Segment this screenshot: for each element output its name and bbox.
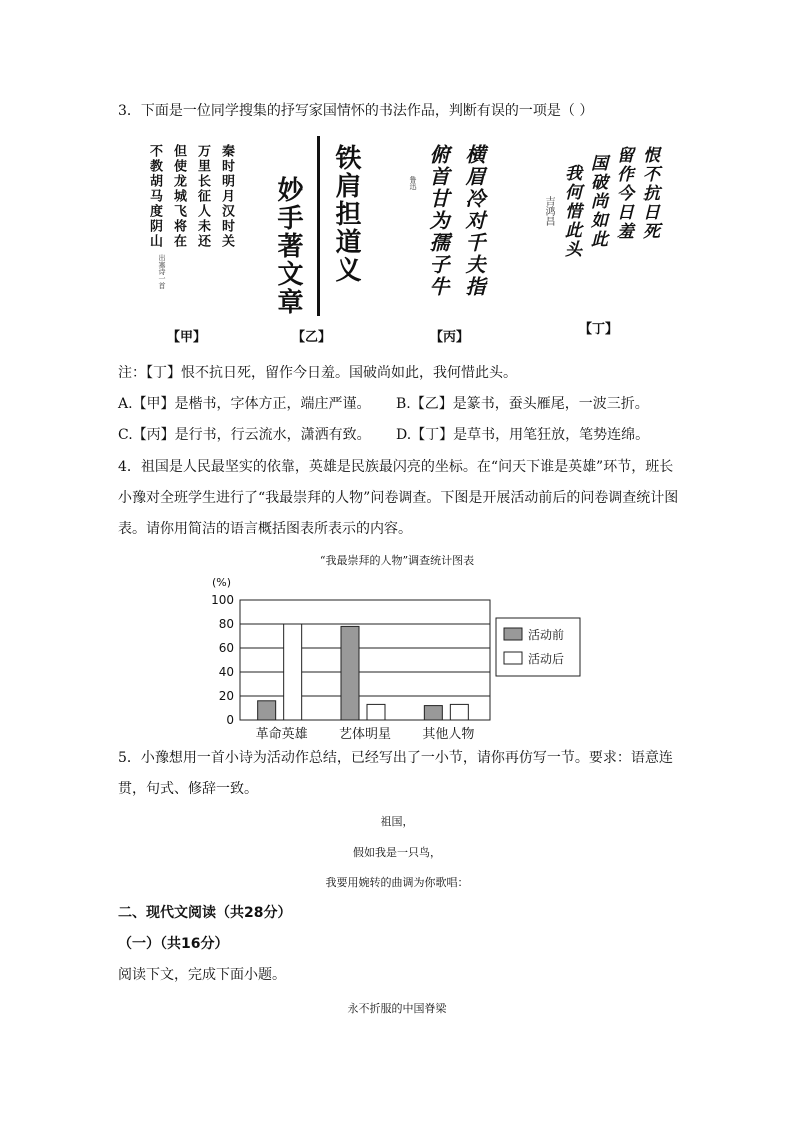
plot-frame bbox=[240, 600, 490, 720]
section-2-title: 二、现代文阅读（共28分） bbox=[118, 905, 292, 921]
calligraphy-bing bbox=[402, 136, 507, 346]
jia-label: 【甲】 bbox=[167, 330, 207, 345]
bing-signature: 鲁迅 bbox=[409, 176, 417, 190]
bar-after bbox=[367, 704, 385, 720]
yi-label: 【乙】 bbox=[292, 330, 332, 345]
y-axis-unit: (%) bbox=[212, 576, 232, 589]
legend-swatch bbox=[504, 628, 522, 640]
ding-col-3: 国破尚如此 bbox=[587, 154, 607, 249]
y-tick-label: 100 bbox=[211, 593, 234, 607]
bar-before bbox=[258, 701, 276, 720]
jia-col-3: 但使龙城飞将在 bbox=[171, 144, 186, 249]
option-c: C.【丙】是行书，行云流水，潇洒有致。 bbox=[118, 427, 371, 443]
yi-divider bbox=[317, 136, 320, 316]
bing-col-1: 横眉冷对千夫指 bbox=[462, 144, 486, 298]
ding-col-4: 我何惜此头 bbox=[561, 164, 581, 259]
x-category-label: 革命英雄 bbox=[255, 727, 308, 742]
y-tick-label: 40 bbox=[218, 665, 234, 679]
y-tick-label: 0 bbox=[226, 713, 234, 727]
option-a: A.【甲】是楷书，字体方正，端庄严谨。 bbox=[118, 396, 371, 412]
ding-col-2: 留作今日羞 bbox=[613, 146, 633, 241]
option-b: B.【乙】是篆书，蚕头雁尾，一波三折。 bbox=[396, 396, 649, 412]
q4-line-3: 表。请你用简洁的语言概括图表所表示的内容。 bbox=[118, 521, 412, 537]
question-3-stem: 3．下面是一位同学搜集的抒写家国情怀的书法作品，判断有误的一项是（ ） bbox=[118, 103, 594, 119]
bar-before bbox=[341, 626, 359, 720]
q3-note: 注：【丁】恨不抗日死，留作今日羞。国破尚如此，我何惜此头。 bbox=[118, 365, 517, 381]
ding-label: 【丁】 bbox=[579, 322, 619, 337]
bar-chart bbox=[0, 570, 794, 770]
q4-line-2: 小豫对全班学生进行了“我最崇拜的人物”问卷调查。下图是开展活动前后的问卷调查统计图 bbox=[118, 490, 679, 506]
calligraphy-ding bbox=[535, 136, 665, 346]
bar-before bbox=[424, 706, 442, 720]
jia-col-4: 不教胡马度阴山 bbox=[147, 144, 162, 249]
jia-col-2: 万里长征人未还 bbox=[195, 144, 210, 249]
q5-line-1: 5．小豫想用一首小诗为活动作总结，已经写出了一小节，请你再仿写一节。要求：语意连 bbox=[118, 750, 673, 766]
jia-signature: 出塞诗一首 bbox=[158, 254, 166, 289]
reading-instruction: 阅读下文，完成下面小题。 bbox=[118, 967, 286, 983]
legend-swatch bbox=[504, 652, 522, 664]
y-tick-label: 60 bbox=[218, 641, 234, 655]
q4-line-1: 4．祖国是人民最坚实的依靠，英雄是民族最闪亮的坐标。在“问天下谁是英雄”环节，班长 bbox=[118, 459, 674, 475]
poem-line-1: 祖国， bbox=[380, 815, 414, 828]
option-d: D.【丁】是草书，用笔狂放，笔势连绵。 bbox=[396, 427, 650, 443]
ding-col-1: 恨不抗日死 bbox=[639, 146, 659, 241]
poem-line-2: 假如我是一只鸟， bbox=[353, 846, 441, 859]
poem-line-3: 我要用婉转的曲调为你歌唱： bbox=[325, 876, 469, 889]
yi-left-couplet: 妙手著文章 bbox=[273, 176, 303, 316]
x-category-label: 艺体明星 bbox=[338, 727, 392, 742]
article-title: 永不折服的中国脊梁 bbox=[347, 1002, 447, 1015]
bing-col-2: 俯首甘为孺子牛 bbox=[426, 144, 450, 298]
jia-col-1: 秦时明月汉时关 bbox=[219, 144, 234, 249]
y-tick-label: 80 bbox=[218, 617, 234, 631]
legend-box bbox=[496, 618, 580, 676]
bing-label: 【丙】 bbox=[430, 330, 470, 345]
calligraphy-yi bbox=[262, 136, 387, 346]
q5-line-2: 贯，句式、修辞一致。 bbox=[118, 781, 258, 797]
calligraphy-jia bbox=[145, 136, 250, 346]
legend-label: 活动前 bbox=[528, 628, 565, 642]
yi-right-couplet: 铁肩担道义 bbox=[331, 144, 361, 284]
legend-label: 活动后 bbox=[528, 652, 565, 666]
section-2-subtitle: （一）（共16分） bbox=[118, 936, 229, 952]
bar-after bbox=[284, 624, 302, 720]
bar-after bbox=[450, 704, 468, 720]
y-tick-label: 20 bbox=[218, 689, 234, 703]
x-category-label: 其他人物 bbox=[422, 727, 475, 742]
chart-title: “我最崇拜的人物”调查统计图表 bbox=[319, 554, 475, 567]
ding-signature: 吉鸿昌 bbox=[543, 196, 554, 226]
